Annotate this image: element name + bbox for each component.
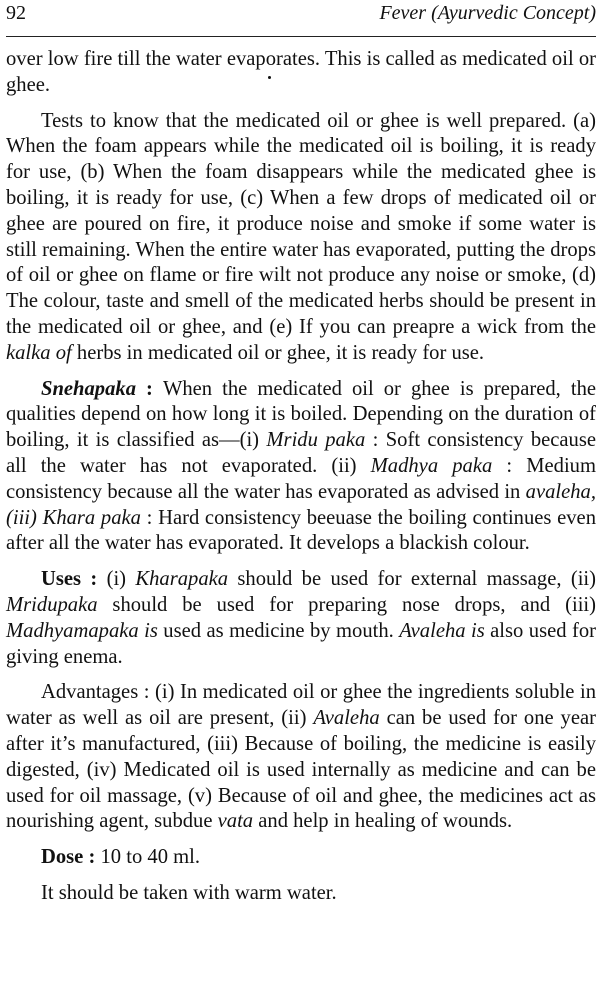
- header-rule: [6, 36, 596, 37]
- term-madhya-paka: Madhya paka: [370, 454, 493, 477]
- paragraph-dose: [6, 845, 596, 871]
- term-mridu-paka: Mridu paka: [266, 429, 366, 452]
- running-head: [6, 0, 596, 32]
- stray-dot-mark: [268, 76, 271, 79]
- term-snehapaka: Snehapaka: [41, 377, 136, 400]
- paragraph-uses: Uses : (i) Kharapaka should be used for external massage, (ii) Mridupaka should be used for preparing nose drops, and (iii) Madhyamapaka is used as medicine by mouth. Avaleha is also used for giving enema.: [6, 568, 596, 668]
- page-number: 92: [6, 2, 26, 24]
- term-kharapaka: Kharapaka: [135, 568, 229, 591]
- term-avaleha-2: Avaleha: [313, 707, 380, 730]
- label-uses: Uses :: [41, 568, 98, 591]
- label-advantages: Advantages :: [41, 681, 150, 704]
- dose-value: 10 to 40 ml.: [95, 846, 201, 869]
- paragraph-snehapaka: Snehapaka : When the medicated oil or ghee is prepared, the qualities depend on how long it is boiled. Depending on the duration of boiling, it is classified as—(i) Mridu paka : Soft consistency because all the water has not evaporated. (ii) Madhya paka : Medium consistency because all the water has evaporated as advised in avaleha, (iii) Khara paka : Hard consistency beeuase the boiling continues even after all the water has evaporated. It develops a blackish colour.: [6, 377, 597, 555]
- term-mridupaka: Mridupaka: [6, 593, 98, 616]
- label-dose: Dose :: [41, 846, 96, 869]
- running-title: Fever (Ayurvedic Concept): [379, 2, 596, 24]
- term-avaleha-khara-paka: avaleha, (iii) Khara paka: [6, 480, 596, 529]
- paragraph-final: It should be taken with warm water.: [41, 881, 337, 904]
- term-avaleha: Avaleha is: [399, 619, 485, 642]
- paragraph-advantages: Advantages : (i) In medicated oil or ghee the ingredients soluble in water as well as oil are present, (ii) Avaleha can be used for one year after it’s manufactured, (iii) Because of boiling, the medicine is easily digested, (iv) Medicated oil is used internally as medicine and can be used for oil massage, (v) Because of oil and ghee, the medicines act as nourishing agent, subdue vata and help in healing of wounds.: [6, 681, 596, 833]
- paragraph-tests: Tests to know that the medicated oil or ghee is well prepared. (a) When the foam appears while the medicated oil is boiling, it is ready for use, (b) When the foam disappears while the medicated ghee is boiling, it is ready for use, (c) When a few drops of medicated oil or ghee are poured on fire, it produce noise and smoke if some water is still remaining. When the entire water has evaporated, putting the drops of oil or ghee on flame or fire wilt not produce any noise or smoke, (d) The colour, taste and smell of the medicated herbs should be present in the medicated oil or ghee, and (e) If you can preapre a wick from the kalka of herbs in medicated oil or ghee, it is ready for use.: [6, 109, 596, 364]
- term-madhyamapaka: Madhyamapaka is: [6, 619, 158, 642]
- paragraph-continuation: over low fire till the water evaporates. This is called as medicated oil or ghee.: [6, 48, 596, 96]
- term-vata: vata: [217, 810, 254, 833]
- term-kalka: kalka of: [6, 341, 72, 364]
